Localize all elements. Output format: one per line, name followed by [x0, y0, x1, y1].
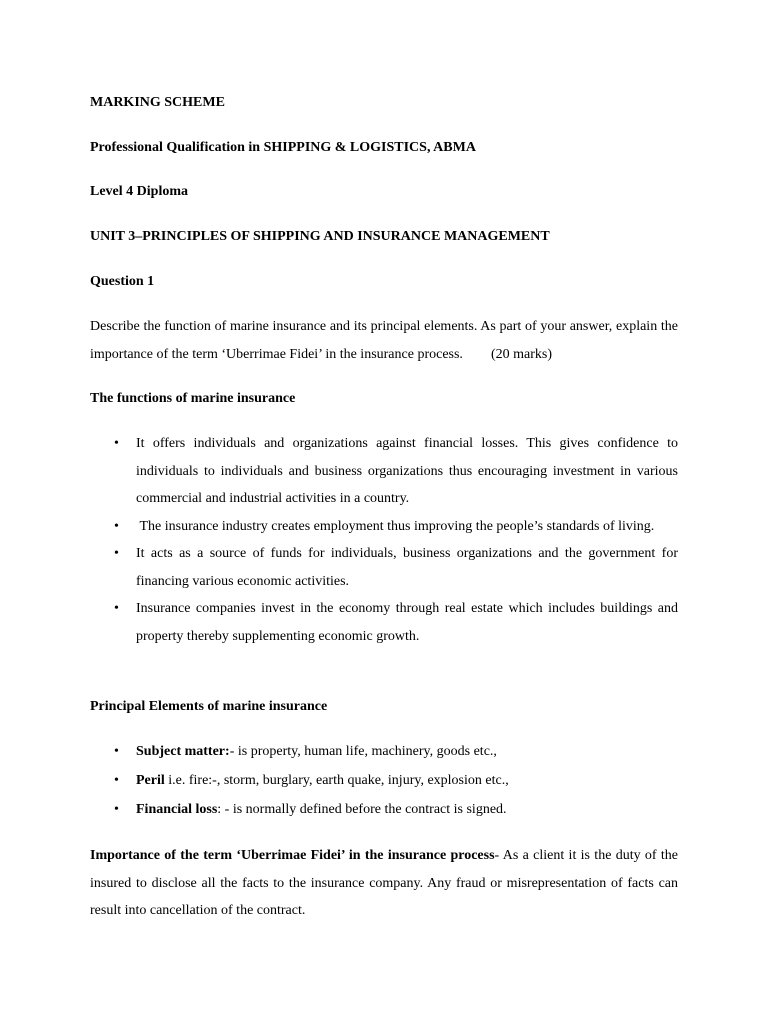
marking-scheme-title: MARKING SCHEME — [90, 95, 225, 110]
question-body: Describe the function of marine insurance and its principal elements. As part of your answer, explain the importance of the term ‘Uberrimae Fidei’ in the insurance process. — [90, 319, 678, 362]
bullet-icon: • — [114, 518, 119, 534]
question-heading: Question 1 — [90, 274, 155, 289]
bullet-icon: • — [114, 744, 119, 759]
element-term: Financial loss — [136, 802, 218, 817]
importance-lead: Importance of the term ‘Uberrimae Fidei’ in the insurance process — [90, 848, 495, 863]
element-term: Subject matter: — [136, 744, 230, 759]
list-item: • The insurance industry creates employment thus improving the people’s standards of living. — [90, 513, 678, 541]
elements-heading: Principal Elements of marine insurance — [90, 699, 328, 714]
bullet-icon: • — [114, 436, 119, 451]
importance-text: - As a client it is the duty of the insured to disclose all the facts to the insurance company. Any fraud or misrepresentation of facts can result into cancellation of the contract. — [90, 848, 678, 918]
importance-paragraph — [90, 842, 678, 925]
list-item — [90, 767, 678, 795]
bullet-icon: • — [114, 773, 119, 788]
level-title: Level 4 Diploma — [90, 184, 188, 199]
element-text: - is property, human life, machinery, goods etc., — [229, 744, 497, 759]
list-item: • Insurance companies invest in the economy through real estate which includes buildings and property thereby supplementing economic growth. — [90, 595, 678, 650]
functions-list — [90, 430, 678, 650]
list-item — [90, 796, 678, 824]
elements-list — [90, 738, 678, 825]
unit-title: UNIT 3–PRINCIPLES OF SHIPPING AND INSURANCE MANAGEMENT — [90, 229, 550, 244]
functions-heading: The functions of marine insurance — [90, 391, 296, 406]
list-item: • It offers individuals and organizations against financial losses. This gives confidence to individuals to individuals and business organizations thus encouraging investment in various commercial and industrial activities in a country. — [90, 430, 678, 513]
element-text: i.e. fire:-, storm, burglary, earth quake, injury, explosion etc., — [164, 773, 509, 788]
qualification-title: Professional Qualification in SHIPPING & LOGISTICS, ABMA — [90, 140, 476, 155]
question-text — [90, 313, 678, 368]
bullet-icon: • — [114, 802, 119, 817]
element-term: Peril — [136, 773, 165, 788]
list-item: • It acts as a source of funds for individuals, business organizations and the government for financing various economic activities. — [90, 540, 678, 595]
bullet-icon: • — [114, 546, 119, 561]
element-text: : - is normally defined before the contract is signed. — [217, 802, 507, 817]
question-marks: (20 marks) — [490, 346, 552, 362]
bullet-icon: • — [114, 601, 119, 616]
list-item — [90, 738, 678, 766]
